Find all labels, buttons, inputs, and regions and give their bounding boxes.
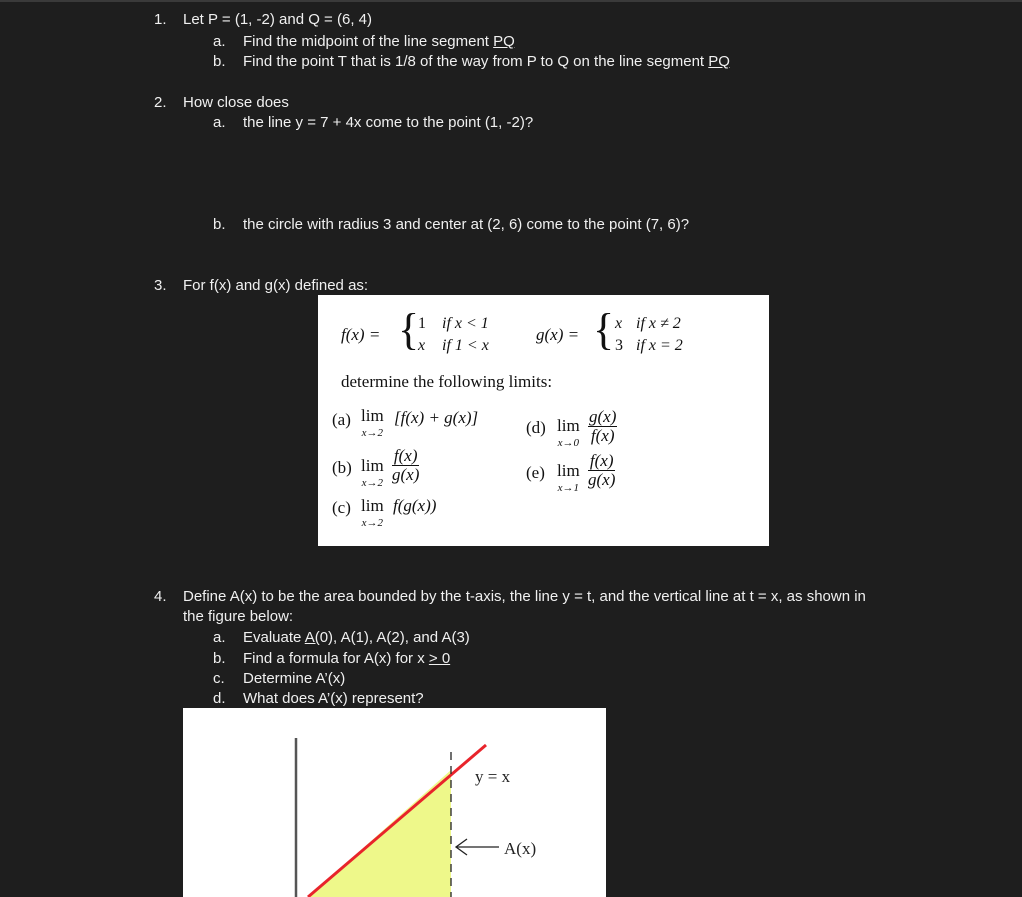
part-a-label: (a) — [332, 410, 351, 429]
part-e-frac: $\frac{f(x)}{g(x)}$ — [588, 451, 616, 489]
q2-b-letter: b. — [213, 216, 226, 233]
q1-b-text: Find the point T that is 1/8 of the way from P to Q on the line segment PQ — [243, 53, 730, 70]
q4-number: 4. — [154, 588, 167, 605]
part-a-expr: [f(x) + g(x)] — [394, 408, 479, 427]
g-case2-cond: if x = 2 — [636, 337, 683, 354]
q3-text: For f(x) and g(x) defined as: — [183, 277, 369, 294]
f-case2-cond: if 1 < x — [442, 337, 489, 354]
area-label: A(x) — [504, 839, 537, 858]
part-a-lim: lim x→2 — [361, 406, 384, 439]
q1-b-letter: b. — [213, 53, 226, 70]
q4-d-text: What does A’(x) represent? — [243, 690, 424, 707]
f-brace: { — [398, 305, 420, 354]
part-b-frac: $\frac{f(x)}{g(x)}$ — [392, 446, 420, 484]
q1-a-text: Find the midpoint of the line segment PQ — [243, 33, 515, 50]
q4-d-letter: d. — [213, 690, 226, 707]
q4-a-letter: a. — [213, 629, 226, 646]
q3-number: 3. — [154, 277, 167, 294]
limits-problem-image — [318, 295, 769, 546]
q4-c-text: Determine A’(x) — [243, 670, 346, 687]
part-c-expr: f(g(x)) — [393, 496, 437, 515]
g-brace: { — [593, 305, 615, 354]
part-c-lim: lim x→2 — [361, 496, 384, 529]
q4-b-letter: b. — [213, 650, 226, 667]
area-figure — [183, 708, 606, 897]
q4-a-text: Evaluate A(0), A(1), A(2), and A(3) — [243, 629, 470, 646]
q2-number: 2. — [154, 94, 167, 111]
f-case1-cond: if x < 1 — [442, 315, 489, 332]
part-e-label: (e) — [526, 463, 545, 482]
g-case1-cond: if x ≠ 2 — [636, 315, 681, 332]
q1-number: 1. — [154, 11, 167, 28]
g-label: g(x) = — [536, 325, 580, 344]
q2-b-text: the circle with radius 3 and center at (2, 6) come to the point (7, 6)? — [243, 216, 690, 233]
q4-line1: Define A(x) to be the area bounded by the t-axis, the line y = t, and the vertical line at t = x, as shown in — [183, 588, 866, 605]
g-case2-val: 3 — [615, 337, 623, 354]
q4-c-letter: c. — [213, 670, 225, 687]
g-case1-val: x — [615, 315, 623, 332]
part-e-lim: lim x→1 — [557, 461, 580, 494]
top-border — [0, 0, 1022, 2]
part-d-frac: $\frac{g(x)}{f(x)}$ — [589, 407, 617, 445]
q1-a-letter: a. — [213, 33, 226, 50]
part-b-label: (b) — [332, 458, 352, 477]
q1-text: Let P = (1, -2) and Q = (6, 4) — [183, 11, 372, 28]
instruction: determine the following limits: — [341, 372, 553, 391]
part-c-label: (c) — [332, 498, 351, 517]
q2-a-letter: a. — [213, 114, 226, 131]
line-label: y = x — [475, 767, 511, 786]
q4-line2: the figure below: — [183, 608, 294, 625]
part-d-lim: lim x→0 — [557, 416, 580, 449]
f-case1-val: 1 — [418, 315, 426, 332]
q2-text: How close does — [183, 94, 289, 111]
f-case2-val: x — [418, 337, 426, 354]
part-d-label: (d) — [526, 418, 546, 437]
part-b-lim: lim x→2 — [361, 456, 384, 489]
q2-a-text: the line y = 7 + 4x come to the point (1, -2)? — [243, 114, 534, 131]
f-label: f(x) = — [341, 325, 381, 344]
q4-b-text: Find a formula for A(x) for x > 0 — [243, 650, 451, 667]
area-figure-svg — [183, 708, 606, 897]
